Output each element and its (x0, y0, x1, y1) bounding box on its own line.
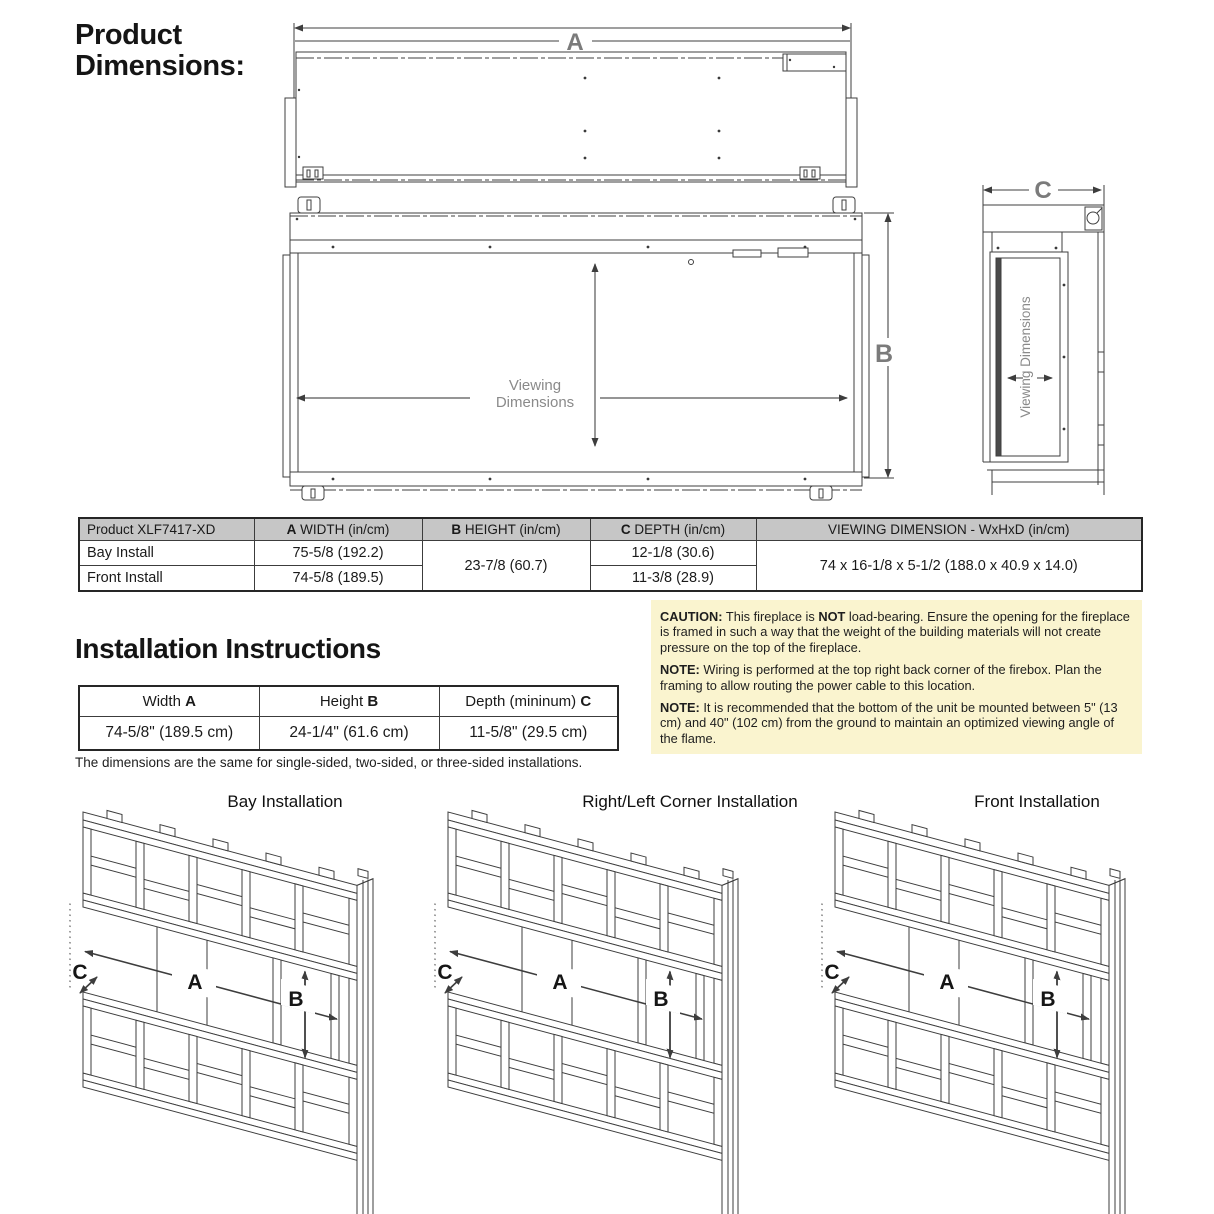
header-depth: C DEPTH (in/cm) (590, 518, 756, 541)
install-note: The dimensions are the same for single-sided, two-sided, or three-sided installations. (75, 755, 583, 770)
side-viewing-dimensions: Viewing Dimensions (1018, 296, 1033, 418)
cell-front-depth: 11-3/8 (28.9) (590, 566, 756, 592)
cell-viewing-merged: 74 x 16-1/8 x 5-1/2 (188.0 x 40.9 x 14.0) (756, 541, 1142, 592)
front-viewing-dimensions-line2: Dimensions (495, 394, 575, 411)
cell-bay-width: 75-5/8 (192.2) (254, 541, 422, 566)
caution-paragraph: CAUTION: This fireplace is NOT load-bearing. Ensure the opening for the fireplace is framed in such a way that the weight of the building materials will not create pressure on the top of the fireplace. (660, 609, 1130, 655)
bay-installation-title: Bay Installation (227, 792, 343, 811)
header-product: Product XLF7417-XD (79, 518, 254, 541)
front-installation-title: Front Installation (974, 792, 1100, 811)
product-dimensions-table (78, 517, 1143, 592)
cell-install-width: 74-5/8" (189.5 cm) (79, 717, 259, 751)
header-width: A WIDTH (in/cm) (254, 518, 422, 541)
product-table-header-row (79, 518, 1142, 541)
cell-install-height: 24-1/4" (61.6 cm) (259, 717, 439, 751)
top-view-drawing (278, 14, 878, 190)
bay-installation-diagram (59, 806, 409, 1171)
header-install-depth: Depth (mininum) C (439, 686, 618, 717)
cell-front-width: 74-5/8 (189.5) (254, 566, 422, 592)
cell-height-merged: 23-7/8 (60.7) (422, 541, 590, 592)
cell-bay-depth: 12-1/8 (30.6) (590, 541, 756, 566)
header-install-height: Height B (259, 686, 439, 717)
top-view-dim-a: A (566, 29, 584, 56)
cell-install-depth: 11-5/8" (29.5 cm) (439, 717, 618, 751)
page-title-line2: Dimensions: (75, 50, 245, 82)
cell-bay-label: Bay Install (79, 541, 254, 566)
corner-installation-title: Right/Left Corner Installation (582, 792, 798, 811)
page-title (75, 20, 245, 82)
header-viewing: VIEWING DIMENSION - WxHxD (in/cm) (756, 518, 1142, 541)
cell-front-label: Front Install (79, 566, 254, 592)
header-install-width: Width A (79, 686, 259, 717)
side-view-dim-c: C (1034, 177, 1052, 204)
install-table-header-row (79, 686, 618, 717)
front-view-drawing (278, 192, 903, 510)
section-title: Installation Instructions (75, 633, 381, 664)
front-viewing-dimensions-line1: Viewing (508, 377, 562, 394)
front-view-dim-b: B (874, 340, 894, 368)
installation-table (78, 685, 619, 751)
install-table-value-row (79, 717, 618, 751)
corner-installation-diagram (424, 806, 774, 1171)
header-height: B HEIGHT (in/cm) (422, 518, 590, 541)
page-title-line1: Product (75, 19, 182, 51)
note1-paragraph: NOTE: Wiring is performed at the top right back corner of the firebox. Plan the framing to allow routing the power cable to this location. (660, 662, 1102, 693)
caution-box (651, 600, 1142, 754)
side-view-drawing (965, 177, 1125, 502)
note2-paragraph: NOTE: It is recommended that the bottom of the unit be mounted between 5" (13 cm) and 40" (102 cm) from the ground to maintain an optimized viewing angle of the flame. (660, 700, 1118, 746)
table-row-bay (79, 541, 1142, 566)
front-installation-diagram (811, 806, 1161, 1171)
